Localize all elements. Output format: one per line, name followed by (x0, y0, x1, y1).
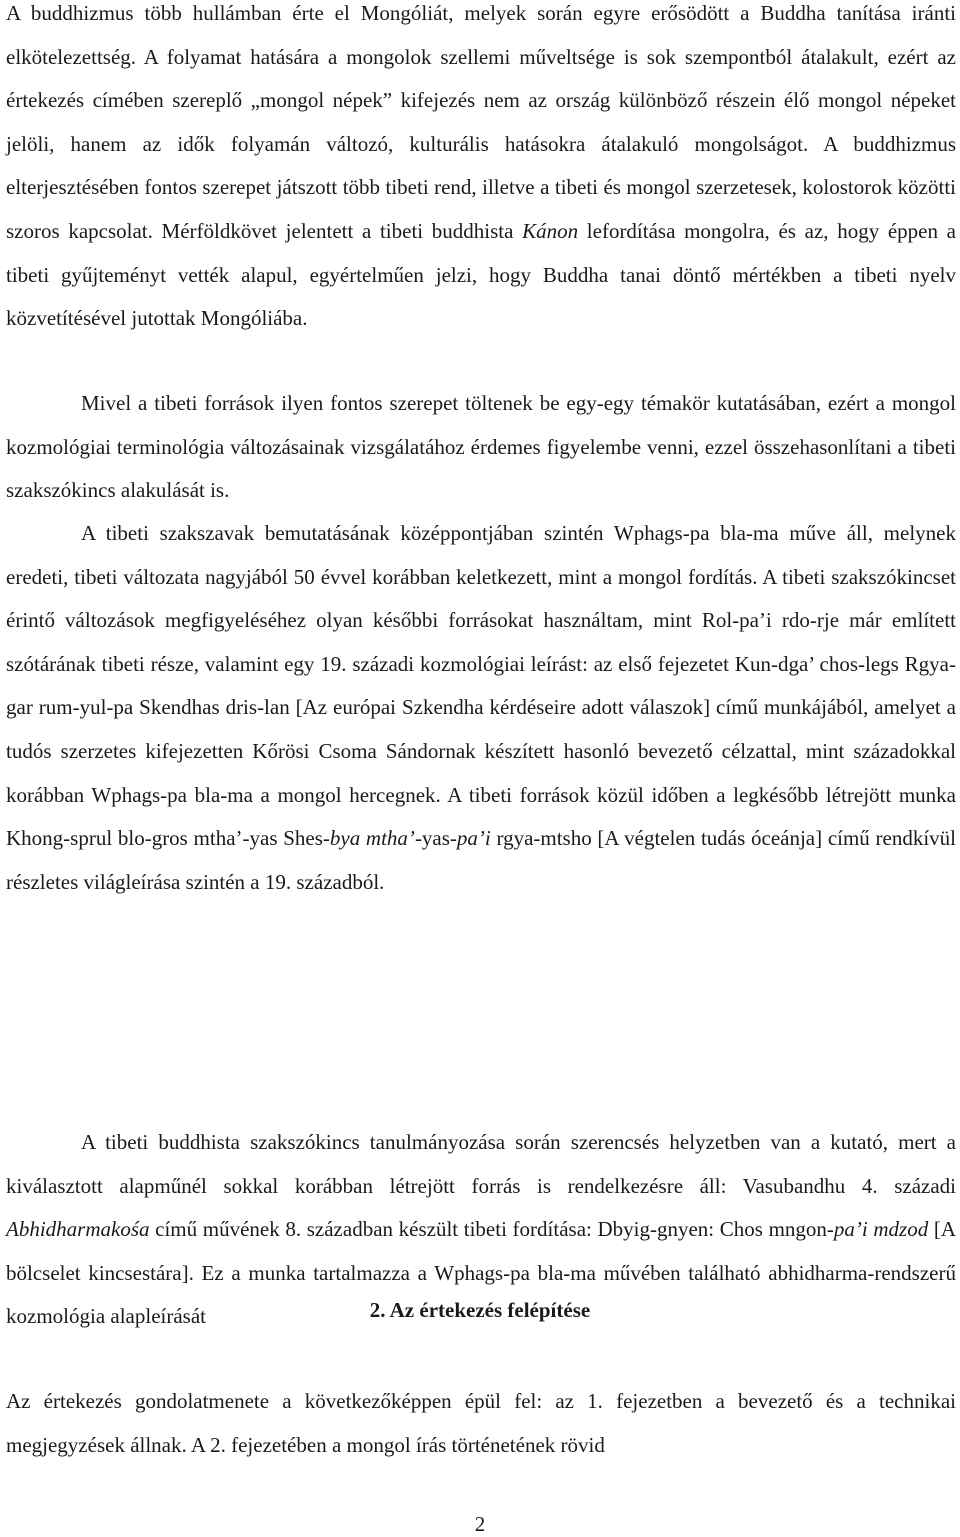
text-run: Mivel a tibeti források ilyen fontos szerepet töltenek be egy-egy témakör kutatásában, ezért a mongol kozmológiai terminológia változásainak vizsgálatához érdemes figyelembe venni, ezzel összehasonlítani a tibeti szakszókincs alakulását is. (6, 391, 956, 503)
italic-text-run: Abhidharmakośa (6, 1217, 150, 1242)
paragraph (6, 382, 956, 513)
italic-text-run: pa’i (456, 826, 491, 851)
text-run: A tibeti buddhista szakszókincs tanulmányozása során szerencsés helyzetben van a kutató, mert a kiválasztott alapműnél sokkal korábban létrejött forrás is rendelkezésre áll: Vasubandhu 4. századi (6, 1130, 956, 1198)
italic-text-run: pa’i mdzod (833, 1217, 929, 1242)
text-run: rgya-mtsho [A végtelen tudás óceánja] című rendkívül részletes világleírása szintén a 19. századból. (6, 826, 956, 894)
text-run: A tibeti szakszavak bemutatásának középpontjában szintén Wphags-pa bla-ma műve áll, melynek eredeti, tibeti változata nagyjából 50 évvel korábban keletkezett, mint a mongol fordítás. A tibeti szakszókincset érintő változások megfigyeléséhez olyan későbbi forrásokat használtam, mint Rol-pa’i rdo-rje már említett szótárának tibeti része, valamint egy 19. századi kozmológiai leírást: az első fejezetet Kun-dga’ chos-legs Rgya-gar rum-yul-pa Skendhas dris-lan [Az európai Szkendha kérdéseire adott válaszok] című munkájából, amelyet a tudós szerzetes kifejezetten Kőrösi Csoma Sándornak készített hasonló bevezető célzattal, mint századokkal korábban Wphags-pa bla-ma a mongol hercegnek. A tibeti források közül időben a legkésőbb létrejött munka Khong-sprul blo-gros mtha’-yas Shes- (6, 521, 956, 851)
text-run: lefordítása mongolra, és az, hogy éppen a tibeti gyűjteményt vették alapul, egyértelműen jelzi, hogy Buddha tanai döntő mértékben a tibeti nyelv közvetítésével jutottak Mongóliába. (6, 218, 956, 331)
paragraph (6, 0, 956, 341)
text-run: [A bölcselet kincsestára]. Ez a munka tartalmazza a Wphags-pa bla-ma művében található abhidharma-rendszerű kozmológia alapleírását (6, 1217, 956, 1329)
text-run: A buddhizmus több hullámban érte el Mongóliát, melyek során egyre erősödött a Buddha tanítása iránti elkötelezettség. A folyamat hatására a mongolok szellemi műveltsége is sok szempontból átalakult, ezért az értekezés címében szereplő „mongol népek” kifejezés nem az ország különböző részein élő mongol népeket jelöli, hanem az idők folyamán változó, kulturális hatásokra átalakuló mongolságot. A buddhizmus elterjesztésében fontos szerepet játszott több tibeti rend, illetve a tibeti és mongol szerzetesek, kolostorok közötti szoros kapcsolat. Mérföldkövet jelentett a tibeti buddhista (6, 1, 956, 243)
text-run: című művének 8. században készült tibeti fordítása: Dbyig-gnyen: Chos mngon- (149, 1217, 834, 1242)
italic-text-run: bya mtha’ (329, 826, 415, 851)
italic-text-run: Kánon (522, 218, 579, 243)
section-heading: 2. Az értekezés felépítése (369, 1298, 591, 1322)
page-number: 2 (474, 1512, 486, 1536)
paragraph (6, 1380, 956, 1467)
paragraph (6, 512, 956, 904)
text-run: -yas- (414, 826, 457, 851)
text-run: Az értekezés gondolatmenete a következőképpen épül fel: az 1. fejezetben a bevezető és a technikai megjegyzések állnak. A 2. fejezetében a mongol írás történetének rövid (6, 1389, 956, 1457)
